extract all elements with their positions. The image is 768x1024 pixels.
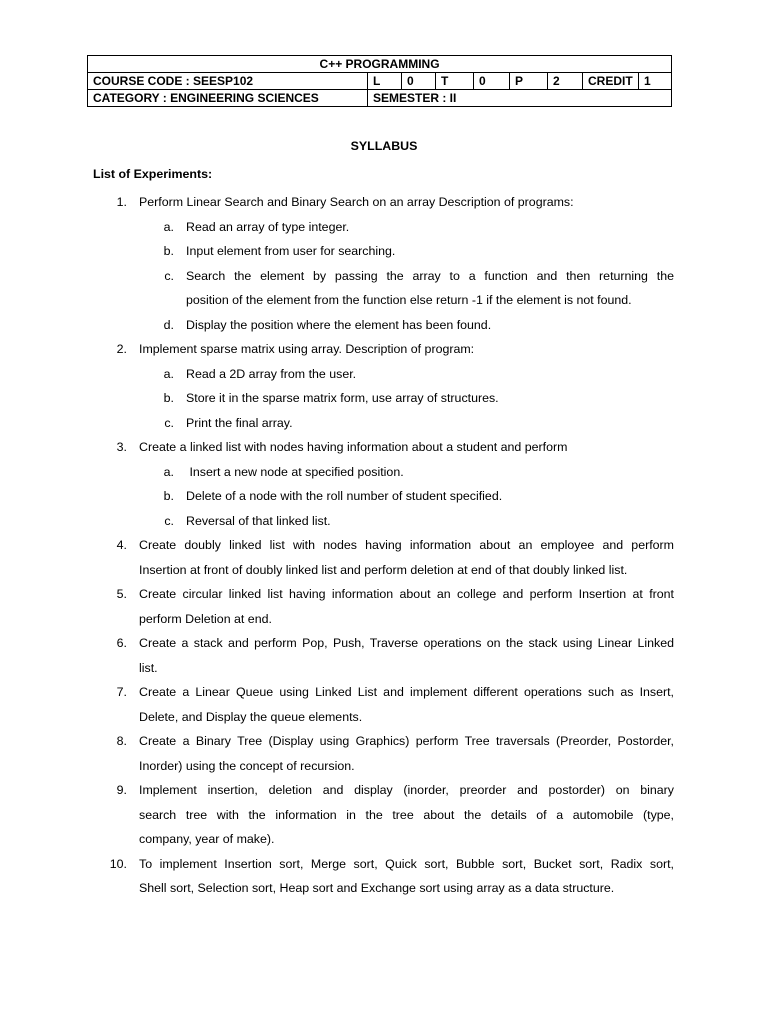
experiment-text: company, year of make). [139,832,275,846]
experiment-number: 10. [109,856,127,871]
experiment-line [0,337,768,362]
sub-item-letter: d. [163,317,174,332]
experiment-number: 3. [116,440,127,454]
sub-item-letter: b. [163,391,174,405]
experiment-line [0,754,768,779]
semester: SEMESTER : II [368,90,672,107]
experiment-text: perform Deletion at end. [139,611,272,626]
sub-item-text: Insert a new node at specified position. [186,464,404,479]
l-value: 0 [402,73,436,90]
experiment-number: 6. [116,636,127,650]
sub-item-line [0,313,768,338]
sub-item-letter: c. [164,513,174,528]
header-category-row [88,90,672,107]
experiment-line [0,190,768,215]
experiment-line [0,631,768,656]
p-value: 2 [548,73,583,90]
l-label: L [368,73,402,90]
credit-value: 1 [639,73,672,90]
t-label: T [436,73,474,90]
sub-item-line [0,509,768,534]
experiment-line [0,656,768,681]
experiment-line [0,827,768,852]
sub-item-text: Store it in the sparse matrix form, use array of structures. [186,391,499,405]
experiment-line [0,533,768,558]
experiment-line [0,435,768,460]
sub-item-text: Print the final array. [186,415,293,430]
sub-item-letter: c. [164,415,174,430]
header-code-row [88,73,672,90]
experiment-line [0,803,768,828]
experiment-text: Perform Linear Search and Binary Search on an array Description of programs: [139,195,574,209]
sub-item-line [0,288,768,313]
sub-item-text: Read an array of type integer. [186,219,350,234]
sub-item-text: Delete of a node with the roll number of student specified. [186,489,503,503]
course-header-table [87,55,672,107]
experiment-line [0,558,768,583]
experiment-line [0,729,768,754]
experiment-text: list. [139,660,158,675]
p-label: P [510,73,548,90]
t-value: 0 [474,73,510,90]
sub-item-line [0,386,768,411]
sub-item-line [0,411,768,436]
course-code: COURSE CODE : SEESP102 [88,73,368,90]
experiment-text: To implement Insertion sort, Merge sort, Quick sort, Bubble sort, Bucket sort, Radix sort, [139,856,674,871]
experiment-text: Create a linked list with nodes having information about a student and perform [139,440,568,454]
experiment-text: Implement sparse matrix using array. Description of program: [139,342,475,356]
experiment-number: 9. [116,783,127,797]
experiment-number: 7. [116,685,127,699]
experiment-text: Insertion at front of doubly linked list and perform deletion at end of that doubly linked list. [139,562,628,577]
course-title: C++ PROGRAMMING [88,56,672,73]
experiment-text: Delete, and Display the queue elements. [139,709,363,724]
experiment-line [0,876,768,901]
sub-item-text: Input element from user for searching. [186,244,396,258]
credit-label: CREDIT [583,73,639,90]
experiment-text: Create doubly linked list with nodes having information about an employee and perform [139,538,674,552]
sub-item-text: Display the position where the element has been found. [186,317,492,332]
experiment-line [0,778,768,803]
category: CATEGORY : ENGINEERING SCIENCES [88,90,368,107]
sub-item-line [0,460,768,485]
experiment-line [0,705,768,730]
sub-item-text: Search the element by passing the array to a function and then returning the [186,268,674,283]
experiment-line [0,852,768,877]
sub-item-line [0,215,768,240]
experiment-line [0,680,768,705]
sub-item-text: Reversal of that linked list. [186,513,331,528]
experiment-text: Create circular linked list having information about an college and perform Insertion at front [139,587,674,601]
sub-item-letter: b. [163,489,174,503]
experiment-text: Implement insertion, deletion and display (inorder, preorder and postorder) on binary [139,783,674,797]
sub-item-text: position of the element from the function else return -1 if the element is not found. [186,293,632,307]
experiment-list [0,190,768,901]
list-of-experiments-heading: List of Experiments: [93,167,213,181]
sub-item-letter: a. [163,366,174,381]
experiment-line [0,607,768,632]
sub-item-text: Read a 2D array from the user. [186,366,357,381]
experiment-number: 4. [116,538,127,552]
sub-item-letter: a. [163,219,174,234]
experiment-text: Create a Binary Tree (Display using Graphics) perform Tree traversals (Preorder, Postorder, [139,734,674,748]
sub-item-line [0,484,768,509]
experiment-text: Create a Linear Queue using Linked List and implement different operations such as Insert, [139,685,674,699]
syllabus-heading: SYLLABUS [350,139,418,153]
experiment-text: Create a stack and perform Pop, Push, Traverse operations on the stack using Linear Linked [139,636,674,650]
sub-item-letter: c. [164,268,174,283]
experiment-number: 5. [116,587,127,601]
experiment-number: 8. [116,734,127,748]
experiment-number: 1. [116,195,127,209]
experiment-text: search tree with the information in the tree about the details of a automobile (type, [139,807,674,822]
sub-item-letter: a. [163,464,174,479]
experiment-number: 2. [116,342,127,356]
experiment-text: Inorder) using the concept of recursion. [139,758,355,773]
experiment-line [0,582,768,607]
experiment-text: Shell sort, Selection sort, Heap sort and Exchange sort using array as a data structure. [139,881,615,895]
sub-item-line [0,264,768,289]
sub-item-line [0,239,768,264]
sub-item-letter: b. [163,244,174,258]
sub-item-line [0,362,768,387]
header-title-row [88,56,672,73]
